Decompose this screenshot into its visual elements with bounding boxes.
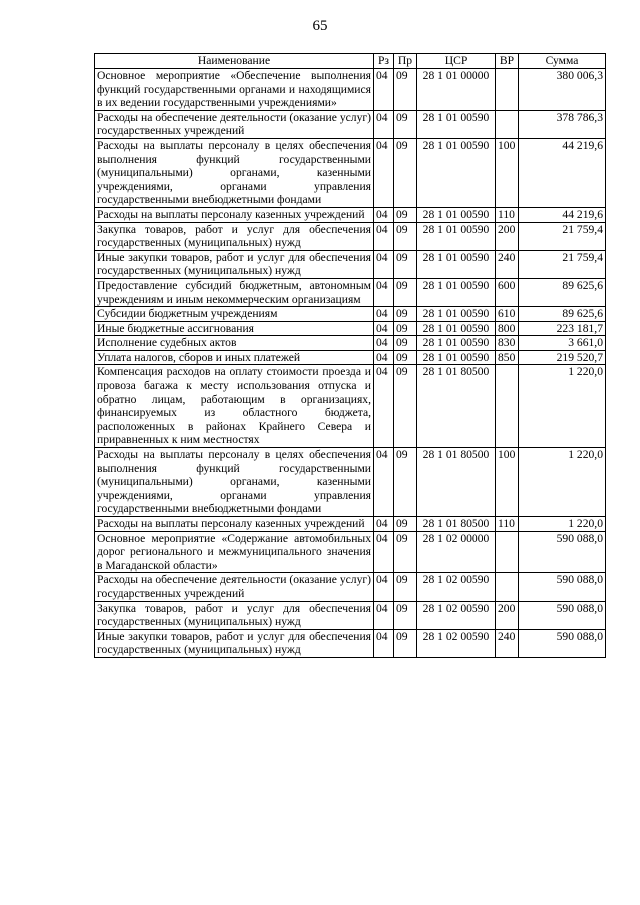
row-csr: 28 1 01 00590: [417, 350, 496, 365]
row-csr: 28 1 01 00000: [417, 69, 496, 111]
row-sum: 590 088,0: [519, 531, 606, 573]
row-vr: 830: [496, 336, 519, 351]
table-row: [95, 69, 606, 111]
row-sum: 3 661,0: [519, 336, 606, 351]
row-name: Уплата налогов, сборов и иных платежей: [95, 350, 374, 365]
row-rz: 04: [374, 278, 394, 306]
row-vr: 800: [496, 321, 519, 336]
row-csr: 28 1 02 00590: [417, 629, 496, 657]
row-vr: 100: [496, 138, 519, 207]
table-row: [95, 207, 606, 222]
row-csr: 28 1 01 00590: [417, 222, 496, 250]
row-name: Основное мероприятие «Содержание автомобильных дорог регионального и межмуниципального значения в Магаданской области»: [95, 531, 374, 573]
row-rz: 04: [374, 350, 394, 365]
table-row: [95, 250, 606, 278]
row-rz: 04: [374, 207, 394, 222]
row-csr: 28 1 01 00590: [417, 307, 496, 322]
row-rz: 04: [374, 69, 394, 111]
row-sum: 21 759,4: [519, 222, 606, 250]
row-sum: 1 220,0: [519, 448, 606, 517]
row-rz: 04: [374, 138, 394, 207]
row-name: Расходы на выплаты персоналу в целях обеспечения выполнения функций государственными (муниципальными) органами, казенными учреждениями, органами управления государственными внебюджетными фондами: [95, 448, 374, 517]
row-csr: 28 1 01 00590: [417, 278, 496, 306]
row-name: Иные бюджетные ассигнования: [95, 321, 374, 336]
row-rz: 04: [374, 336, 394, 351]
row-csr: 28 1 01 00590: [417, 336, 496, 351]
row-pr: 09: [394, 307, 417, 322]
row-sum: 1 220,0: [519, 365, 606, 448]
row-vr: 600: [496, 278, 519, 306]
row-pr: 09: [394, 69, 417, 111]
row-sum: 44 219,6: [519, 138, 606, 207]
row-name: Расходы на обеспечение деятельности (оказание услуг) государственных учреждений: [95, 110, 374, 138]
row-name: Иные закупки товаров, работ и услуг для обеспечения государственных (муниципальных) нужд: [95, 629, 374, 657]
row-name: Предоставление субсидий бюджетным, автономным учреждениям и иным некоммерческим организациям: [95, 278, 374, 306]
row-rz: 04: [374, 517, 394, 532]
row-name: Субсидии бюджетным учреждениям: [95, 307, 374, 322]
table-row: [95, 336, 606, 351]
row-vr: 110: [496, 207, 519, 222]
row-rz: 04: [374, 222, 394, 250]
row-sum: 223 181,7: [519, 321, 606, 336]
row-csr: 28 1 01 00590: [417, 207, 496, 222]
row-sum: 44 219,6: [519, 207, 606, 222]
header-pr: Пр: [394, 54, 417, 69]
row-csr: 28 1 01 00590: [417, 138, 496, 207]
row-name: Основное мероприятие «Обеспечение выполнения функций государственными органами и находящимися в их ведении государственными учреждениями»: [95, 69, 374, 111]
row-vr: [496, 365, 519, 448]
row-name: Иные закупки товаров, работ и услуг для обеспечения государственных (муниципальных) нужд: [95, 250, 374, 278]
row-name: Расходы на выплаты персоналу казенных учреждений: [95, 207, 374, 222]
table-row: [95, 138, 606, 207]
row-name: Расходы на выплаты персоналу в целях обеспечения выполнения функций государственными (муниципальными) органами, казенными учреждениями, органами управления государственными внебюджетными фондами: [95, 138, 374, 207]
header-name: Наименование: [95, 54, 374, 69]
table-row: [95, 307, 606, 322]
row-sum: 590 088,0: [519, 573, 606, 601]
row-csr: 28 1 01 80500: [417, 365, 496, 448]
row-rz: 04: [374, 573, 394, 601]
row-vr: 100: [496, 448, 519, 517]
row-sum: 219 520,7: [519, 350, 606, 365]
row-vr: [496, 531, 519, 573]
row-vr: 110: [496, 517, 519, 532]
table-row: [95, 321, 606, 336]
row-sum: 380 006,3: [519, 69, 606, 111]
row-csr: 28 1 01 00590: [417, 110, 496, 138]
row-pr: 09: [394, 365, 417, 448]
row-pr: 09: [394, 207, 417, 222]
row-vr: 240: [496, 629, 519, 657]
row-sum: 89 625,6: [519, 307, 606, 322]
row-sum: 590 088,0: [519, 629, 606, 657]
table-row: [95, 350, 606, 365]
row-csr: 28 1 02 00590: [417, 573, 496, 601]
row-name: Расходы на выплаты персоналу казенных учреждений: [95, 517, 374, 532]
row-sum: 21 759,4: [519, 250, 606, 278]
row-vr: [496, 69, 519, 111]
header-csr: ЦСР: [417, 54, 496, 69]
table-row: [95, 517, 606, 532]
row-pr: 09: [394, 250, 417, 278]
row-csr: 28 1 01 00590: [417, 250, 496, 278]
row-rz: 04: [374, 307, 394, 322]
table-row: [95, 601, 606, 629]
row-vr: [496, 110, 519, 138]
row-sum: 89 625,6: [519, 278, 606, 306]
row-vr: 200: [496, 222, 519, 250]
table-header: [95, 54, 606, 69]
row-pr: 09: [394, 321, 417, 336]
header-sum: Сумма: [519, 54, 606, 69]
row-rz: 04: [374, 531, 394, 573]
budget-table: [94, 53, 606, 658]
row-pr: 09: [394, 278, 417, 306]
row-rz: 04: [374, 629, 394, 657]
row-vr: [496, 573, 519, 601]
row-rz: 04: [374, 365, 394, 448]
row-rz: 04: [374, 601, 394, 629]
row-sum: 1 220,0: [519, 517, 606, 532]
row-vr: 240: [496, 250, 519, 278]
row-sum: 590 088,0: [519, 601, 606, 629]
row-vr: 610: [496, 307, 519, 322]
row-pr: 09: [394, 517, 417, 532]
page-number: 65: [312, 18, 328, 34]
row-pr: 09: [394, 336, 417, 351]
row-pr: 09: [394, 110, 417, 138]
row-vr: 200: [496, 601, 519, 629]
row-pr: 09: [394, 138, 417, 207]
row-rz: 04: [374, 321, 394, 336]
row-csr: 28 1 02 00590: [417, 601, 496, 629]
row-pr: 09: [394, 629, 417, 657]
header-vr: ВР: [496, 54, 519, 69]
table-row: [95, 531, 606, 573]
row-rz: 04: [374, 250, 394, 278]
table-row: [95, 278, 606, 306]
row-pr: 09: [394, 531, 417, 573]
table-row: [95, 448, 606, 517]
table-row: [95, 365, 606, 448]
row-pr: 09: [394, 350, 417, 365]
row-csr: 28 1 01 00590: [417, 321, 496, 336]
header-rz: Рз: [374, 54, 394, 69]
row-pr: 09: [394, 573, 417, 601]
row-sum: 378 786,3: [519, 110, 606, 138]
row-name: Закупка товаров, работ и услуг для обеспечения государственных (муниципальных) нужд: [95, 222, 374, 250]
table-row: [95, 110, 606, 138]
row-name: Закупка товаров, работ и услуг для обеспечения государственных (муниципальных) нужд: [95, 601, 374, 629]
header-row: [95, 54, 606, 69]
row-pr: 09: [394, 601, 417, 629]
row-csr: 28 1 02 00000: [417, 531, 496, 573]
row-csr: 28 1 01 80500: [417, 517, 496, 532]
row-vr: 850: [496, 350, 519, 365]
table-row: [95, 573, 606, 601]
row-rz: 04: [374, 448, 394, 517]
row-rz: 04: [374, 110, 394, 138]
row-name: Расходы на обеспечение деятельности (оказание услуг) государственных учреждений: [95, 573, 374, 601]
row-name: Компенсация расходов на оплату стоимости проезда и провоза багажа к месту использования отпуска и обратно лицам, работающим в организациях, финансируемых из областного бюджета, расположенных в районах Крайнего Севера и приравненных к ним местностях: [95, 365, 374, 448]
row-name: Исполнение судебных актов: [95, 336, 374, 351]
row-pr: 09: [394, 222, 417, 250]
table-row: [95, 629, 606, 657]
table-row: [95, 222, 606, 250]
table-body: [95, 69, 606, 658]
row-csr: 28 1 01 80500: [417, 448, 496, 517]
row-pr: 09: [394, 448, 417, 517]
